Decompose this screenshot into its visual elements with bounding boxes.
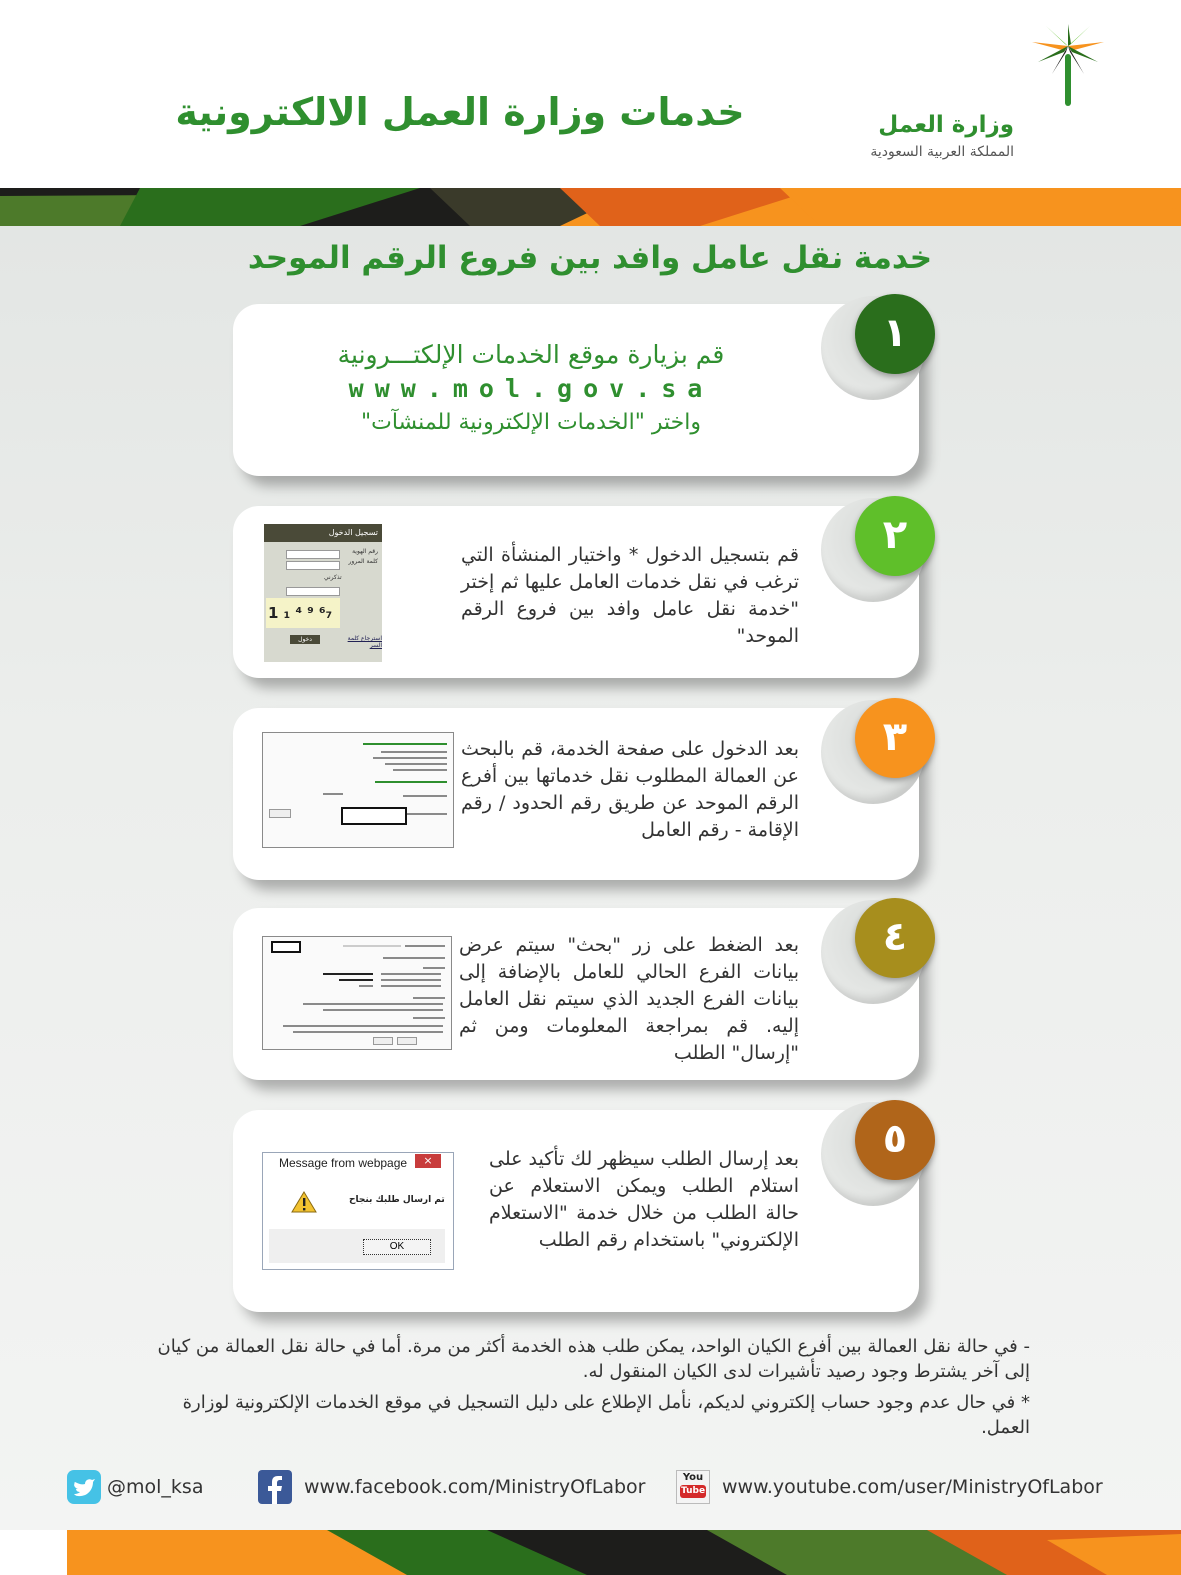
dialog-message: تم ارسال طلبك بنجاح [349, 1195, 445, 1205]
step-5-text: بعد إرسال الطلب سيظهر لك تأكيد على استلام الطلب ويمكن الاستعلام عن حالة الطلب من خلال خدمة "الاستعلام الإلكتروني" باستخدام رقم الطلب [489, 1148, 799, 1251]
search-thumb-input-box [341, 807, 407, 825]
dialog-close-button: × [415, 1154, 441, 1168]
warning-icon [291, 1191, 317, 1213]
login-thumb-header: تسجيل الدخول [264, 524, 382, 542]
login-thumb-submit: دخول [290, 635, 320, 644]
mol-website-link[interactable]: www.mol.gov.sa [348, 374, 714, 403]
details-thumb-send-button [373, 1037, 393, 1045]
twitter-handle: @mol_ksa [107, 1476, 204, 1498]
login-thumb-captcha-input [286, 587, 340, 596]
login-screenshot-thumbnail [264, 524, 382, 662]
footnotes [140, 1334, 1030, 1446]
login-thumb-id-input [286, 550, 340, 559]
step-number-badge: ٥ [855, 1100, 935, 1180]
details-screenshot-thumbnail [262, 936, 452, 1050]
facebook-icon [258, 1470, 292, 1504]
login-thumb-field1-label: رقم الهوية [352, 548, 378, 555]
dialog-ok-button: OK [363, 1239, 431, 1255]
login-thumb-forgot: استرجاع كلمة السر [347, 635, 382, 649]
logo-country-name: المملكة العربية السعودية [870, 144, 1014, 160]
step-number-badge: ٤ [855, 898, 935, 978]
step-card-2 [233, 506, 919, 678]
decorative-band-bottom [67, 1530, 1181, 1575]
youtube-url: www.youtube.com/user/MinistryOfLabor [722, 1476, 1103, 1498]
login-thumb-remember: تذكرني [324, 574, 342, 581]
step-card-5 [233, 1110, 919, 1312]
search-thumb-button [269, 809, 291, 818]
step-card-1 [233, 304, 919, 476]
step-card-4 [233, 908, 919, 1080]
login-thumb-captcha: 1 ₁ ⁴ ⁹ ⁶₇ [266, 598, 340, 628]
main-content [0, 226, 1181, 1530]
details-thumb-back-button [397, 1037, 417, 1045]
login-thumb-field2-label: كلمة المرور [348, 558, 378, 565]
twitter-icon [67, 1470, 101, 1504]
search-screenshot-thumbnail [262, 732, 454, 848]
palm-tree-icon [1028, 24, 1108, 108]
step-4-text: بعد الضغط على زر "بحث" سيتم عرض بيانات الفرع الحالي للعامل بالإضافة إلى بيانات الفرع الجديد الذي سيتم نقل العامل إليه. قم بمراجعة المعلومات ومن ثم "إرسال" الطلب [459, 934, 799, 1064]
step-3-text: بعد الدخول على صفحة الخدمة، قم بالبحث عن العمالة المطلوب نقل خدماتها بين أفرع الرقم الموحد عن طريق رقم الحدود / رقم الإقامة - رقم العامل [461, 738, 799, 841]
step-1-choice: واختر "الخدمات الإلكترونية للمنشآت" [361, 410, 701, 435]
note-registration-guide: * في حال عدم وجود حساب إلكتروني لديكم، نأمل الإطلاع على دليل التسجيل في موقع الخدمات الإلكترونية لوزارة العمل. [182, 1392, 1030, 1438]
step-1-instruction: قم بزيارة موقع الخدمات الإلكتـــرونية [337, 340, 725, 369]
step-number-badge: ١ [855, 294, 935, 374]
step-card-3 [233, 708, 919, 880]
note-transfer-policy: - في حالة نقل العمالة بين أفرع الكيان الواحد، يمكن طلب هذه الخدمة أكثر من مرة. أما في حالة نقل العمالة من كيان إلى آخر يشترط وجود رصيد تأشيرات لدى الكيان المنقول له. [157, 1336, 1030, 1382]
step-2-text: قم بتسجيل الدخول * واختيار المنشأة التي ترغب في نقل خدمات العامل عليها ثم إختر "خدمة نقل عامل وافد بين فروع الرقم الموحد" [461, 544, 799, 647]
decorative-band-top [0, 188, 1181, 226]
service-title: خدمة نقل عامل وافد بين فروع الرقم الموحد [247, 240, 933, 276]
logo-ministry-name: وزارة العمل [878, 112, 1014, 138]
step-number-badge: ٢ [855, 496, 935, 576]
dialog-title: Message from webpage [279, 1156, 408, 1170]
page-header [0, 0, 1181, 192]
login-thumb-password-input [286, 561, 340, 570]
step-number-badge: ٣ [855, 698, 935, 778]
facebook-url: www.facebook.com/MinistryOfLabor [304, 1476, 646, 1498]
youtube-icon: You Tube [676, 1470, 710, 1504]
ministry-logo [870, 24, 1118, 164]
details-thumb-search-button [271, 941, 301, 953]
confirmation-dialog-thumbnail [262, 1152, 454, 1270]
page-title: خدمات وزارة العمل الالكترونية [175, 90, 745, 134]
